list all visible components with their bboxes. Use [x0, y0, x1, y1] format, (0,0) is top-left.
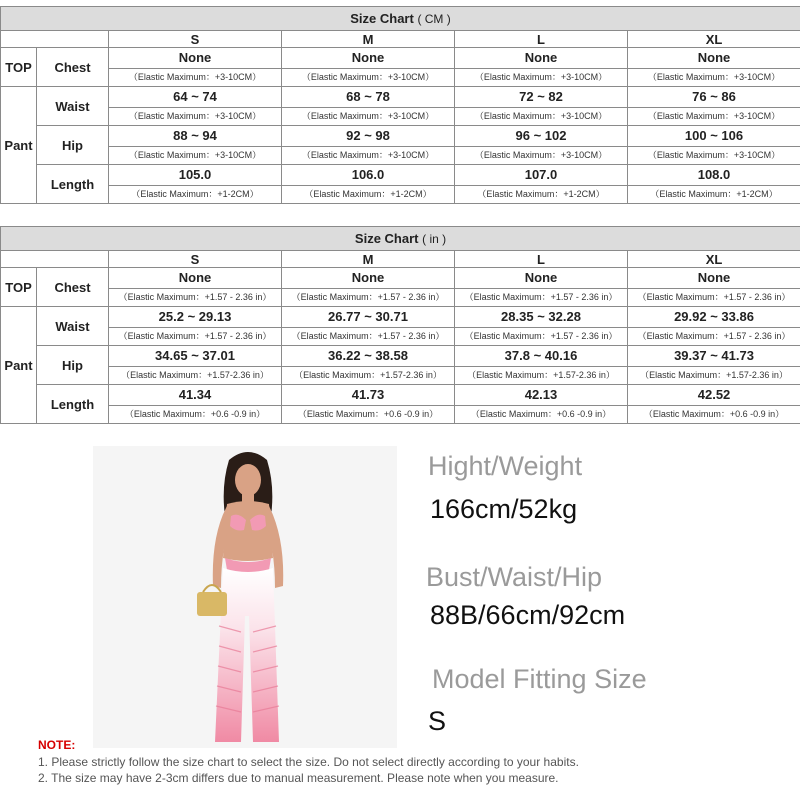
value-cell: None: [628, 48, 800, 69]
elastic-note: （Elastic Maximum：+3-10CM）: [628, 108, 800, 126]
value-cell: None: [109, 48, 282, 69]
elastic-note: （Elastic Maximum：+3-10CM）: [628, 147, 800, 165]
measure-cell: Chest: [37, 48, 109, 87]
elastic-note: （Elastic Maximum：+1.57 - 2.36 in）: [282, 328, 455, 346]
value-cell: 64 ~ 74: [109, 87, 282, 108]
value-cell: 88 ~ 94: [109, 126, 282, 147]
value-cell: 108.0: [628, 165, 800, 186]
size-header: XL: [628, 31, 800, 48]
value-cell: 96 ~ 102: [455, 126, 628, 147]
elastic-note: （Elastic Maximum：+3-10CM）: [282, 147, 455, 165]
value-cell: 42.52: [628, 385, 800, 406]
elastic-note: （Elastic Maximum：+3-10CM）: [109, 108, 282, 126]
height-weight-label: Hight/Weight: [428, 451, 583, 481]
size-header: S: [109, 251, 282, 268]
value-cell: 105.0: [109, 165, 282, 186]
measure-cell: Waist: [37, 87, 109, 126]
elastic-note: （Elastic Maximum：+1.57-2.36 in）: [628, 367, 800, 385]
elastic-note: （Elastic Maximum：+1.57 - 2.36 in）: [628, 328, 800, 346]
value-cell: 42.13: [455, 385, 628, 406]
category-cell: TOP: [1, 268, 37, 307]
value-cell: 72 ~ 82: [455, 87, 628, 108]
size-header: L: [455, 251, 628, 268]
size-chart-cm: [0, 6, 800, 204]
elastic-note: （Elastic Maximum：+1.57 - 2.36 in）: [282, 289, 455, 307]
value-cell: None: [109, 268, 282, 289]
value-cell: 106.0: [282, 165, 455, 186]
elastic-note: （Elastic Maximum：+1.57-2.36 in）: [455, 367, 628, 385]
value-cell: 39.37 ~ 41.73: [628, 346, 800, 367]
measure-cell: Length: [37, 165, 109, 204]
elastic-note: （Elastic Maximum：+3-10CM）: [109, 69, 282, 87]
elastic-note: （Elastic Maximum：+0.6 -0.9 in）: [282, 406, 455, 424]
elastic-note: （Elastic Maximum：+1.57 - 2.36 in）: [628, 289, 800, 307]
measure-cell: Length: [37, 385, 109, 424]
value-cell: 100 ~ 106: [628, 126, 800, 147]
elastic-note: （Elastic Maximum：+3-10CM）: [455, 108, 628, 126]
elastic-note: （Elastic Maximum：+0.6 -0.9 in）: [109, 406, 282, 424]
value-cell: None: [628, 268, 800, 289]
elastic-note: （Elastic Maximum：+1.57-2.36 in）: [109, 367, 282, 385]
value-cell: None: [282, 268, 455, 289]
category-cell: Pant: [1, 87, 37, 204]
elastic-note: （Elastic Maximum：+3-10CM）: [282, 108, 455, 126]
value-cell: 36.22 ~ 38.58: [282, 346, 455, 367]
size-header: XL: [628, 251, 800, 268]
category-cell: TOP: [1, 48, 37, 87]
category-cell: Pant: [1, 307, 37, 424]
size-header: S: [109, 31, 282, 48]
note-title: NOTE:: [38, 738, 76, 752]
elastic-note: （Elastic Maximum：+3-10CM）: [455, 147, 628, 165]
measure-cell: Hip: [37, 126, 109, 165]
size-chart-inch: [0, 226, 800, 424]
value-cell: 34.65 ~ 37.01: [109, 346, 282, 367]
elastic-note: （Elastic Maximum：+1-2CM）: [455, 186, 628, 204]
value-cell: 41.73: [282, 385, 455, 406]
fitting-size-value: S: [428, 706, 447, 736]
value-cell: None: [455, 268, 628, 289]
value-cell: 107.0: [455, 165, 628, 186]
elastic-note: （Elastic Maximum：+0.6 -0.9 in）: [455, 406, 628, 424]
measure-cell: Hip: [37, 346, 109, 385]
chart-unit: ( in ): [422, 232, 447, 246]
elastic-note: （Elastic Maximum：+1-2CM）: [109, 186, 282, 204]
size-header: M: [282, 31, 455, 48]
note-line: 2. The size may have 2-3cm differs due to manual measurement. Please note when you measure.: [38, 771, 559, 785]
elastic-note: （Elastic Maximum：+3-10CM）: [109, 147, 282, 165]
corner-cell: [1, 251, 109, 268]
bust-waist-hip-label: Bust/Waist/Hip: [426, 562, 603, 592]
chart-title: [1, 7, 800, 31]
value-cell: None: [455, 48, 628, 69]
elastic-note: （Elastic Maximum：+1.57 - 2.36 in）: [109, 289, 282, 307]
value-cell: None: [282, 48, 455, 69]
value-cell: 41.34: [109, 385, 282, 406]
elastic-note: （Elastic Maximum：+3-10CM）: [628, 69, 800, 87]
measure-cell: Waist: [37, 307, 109, 346]
value-cell: 68 ~ 78: [282, 87, 455, 108]
chart-title-text: Size Chart: [350, 11, 414, 26]
value-cell: 29.92 ~ 33.86: [628, 307, 800, 328]
elastic-note: （Elastic Maximum：+1.57-2.36 in）: [282, 367, 455, 385]
elastic-note: （Elastic Maximum：+1.57 - 2.36 in）: [109, 328, 282, 346]
chart-title: [1, 227, 800, 251]
chart-title-text: Size Chart: [354, 231, 419, 246]
note-line: 1. Please strictly follow the size chart to select the size. Do not select directly according to your habits.: [38, 755, 579, 769]
size-header: L: [455, 31, 628, 48]
value-cell: 28.35 ~ 32.28: [455, 307, 628, 328]
bust-waist-hip-value: 88B/66cm/92cm: [430, 600, 626, 630]
elastic-note: （Elastic Maximum：+1-2CM）: [282, 186, 455, 204]
measure-cell: Chest: [37, 268, 109, 307]
value-cell: 25.2 ~ 29.13: [109, 307, 282, 328]
model-photo: [93, 446, 397, 748]
corner-cell: [1, 31, 109, 48]
size-header: M: [282, 251, 455, 268]
elastic-note: （Elastic Maximum：+1-2CM）: [628, 186, 800, 204]
fitting-size-label: Model Fitting Size: [432, 664, 647, 694]
value-cell: 92 ~ 98: [282, 126, 455, 147]
elastic-note: （Elastic Maximum：+3-10CM）: [282, 69, 455, 87]
value-cell: 76 ~ 86: [628, 87, 800, 108]
elastic-note: （Elastic Maximum：+3-10CM）: [455, 69, 628, 87]
value-cell: 37.8 ~ 40.16: [455, 346, 628, 367]
elastic-note: （Elastic Maximum：+1.57 - 2.36 in）: [455, 328, 628, 346]
height-weight-value: 166cm/52kg: [430, 494, 578, 524]
elastic-note: （Elastic Maximum：+1.57 - 2.36 in）: [455, 289, 628, 307]
elastic-note: （Elastic Maximum：+0.6 -0.9 in）: [628, 406, 800, 424]
value-cell: 26.77 ~ 30.71: [282, 307, 455, 328]
chart-unit: ( CM ): [417, 12, 451, 26]
